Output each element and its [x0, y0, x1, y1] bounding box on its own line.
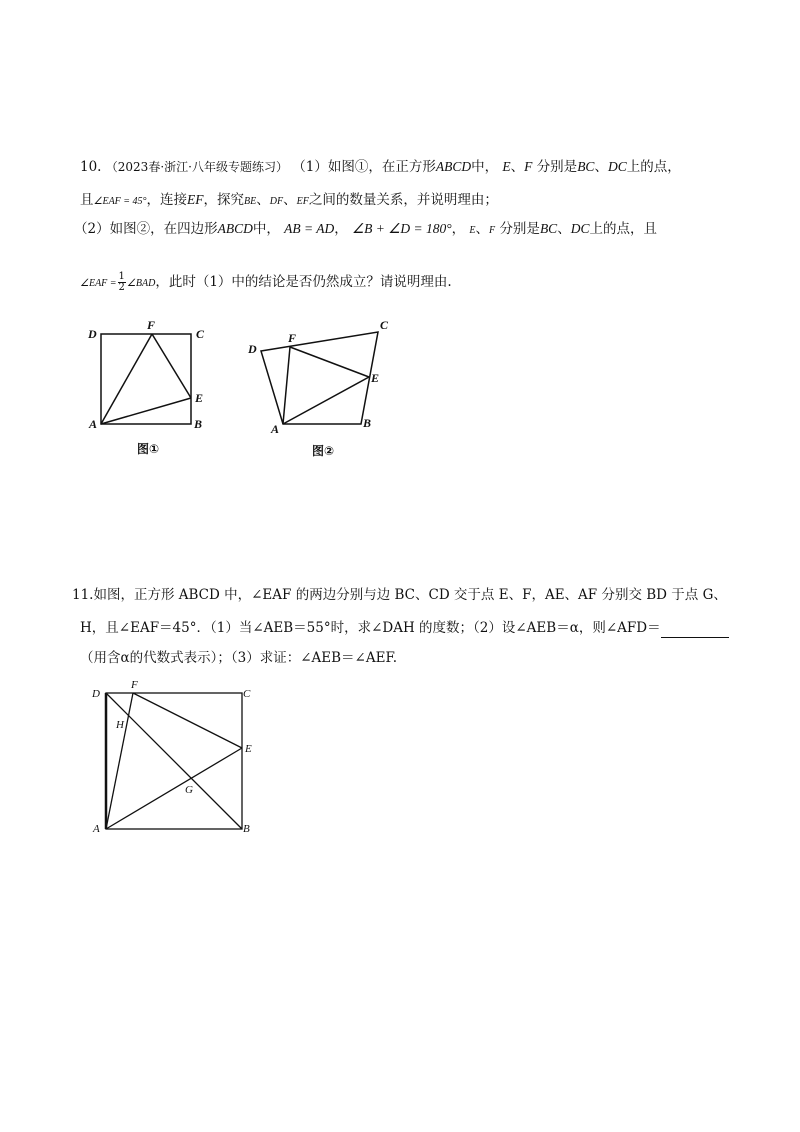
label-d: D [92, 688, 100, 700]
point-f: F [524, 159, 533, 174]
seg-dc: DC [607, 159, 627, 174]
segment-fe [290, 347, 369, 377]
segment-fe [152, 334, 191, 398]
angle-bad: ∠BAD [126, 278, 156, 289]
segment-ae [101, 398, 191, 424]
text-relation: 之间的数量关系，并说明理由； [308, 192, 498, 208]
label-b: B [243, 823, 250, 835]
sep: 、 [510, 159, 525, 175]
quadrilateral-abcd [261, 332, 378, 424]
text-qie: 且 [80, 192, 94, 208]
angle-eaf: ∠EAF = [80, 278, 117, 289]
part2-end: ，此时（1）中的结论是否仍然成立？请说明理由. [155, 274, 452, 290]
text-mid: 中， [471, 159, 499, 175]
label-c: C [243, 688, 251, 700]
figure-1 [80, 315, 220, 465]
text-on-points2: 上的点，且 [589, 221, 657, 237]
q11-line2 [80, 618, 729, 638]
seg-bc: BC [577, 159, 595, 174]
figure-3 [85, 680, 275, 845]
sep: 、 [557, 221, 571, 237]
label-f: F [131, 679, 138, 691]
seg-ef: EF [187, 192, 204, 207]
segment-af [283, 347, 290, 424]
q10-line4 [80, 272, 452, 294]
angle-condition: ∠EAF = 45° [93, 196, 147, 207]
sep: 、 [475, 221, 490, 237]
q10-line3 [74, 219, 657, 241]
label-a: A [271, 422, 280, 436]
seg-df: DF [269, 196, 284, 207]
label-e: E [195, 391, 204, 405]
label-e: E [371, 371, 380, 385]
seg-ef-2: EF [296, 196, 309, 207]
label-b: B [363, 416, 372, 430]
label-f: F [288, 331, 297, 345]
q10-line1 [80, 157, 681, 177]
seg-be: BE [244, 196, 257, 207]
label-a: A [93, 823, 100, 835]
segment-af [106, 693, 133, 829]
q10-line2 [80, 190, 498, 212]
answer-blank[interactable] [661, 623, 729, 638]
q11-line1: 11.如图，正方形 ABCD 中，∠EAF 的两边分别与边 BC、CD 交于点 E、F，AE、AF 分别交 BD 于点 G、 [72, 587, 727, 603]
seg-bc: BC [539, 221, 558, 236]
seg-dc: DC [570, 221, 590, 236]
frac-den: 2 [118, 282, 125, 293]
text-connect: ，连接 [146, 192, 188, 208]
label-c: C [380, 318, 389, 332]
fraction-half [118, 272, 126, 293]
equation-angles: ∠B + ∠D = 180° [352, 221, 452, 236]
segment-af [101, 334, 152, 424]
label-e: E [245, 743, 252, 755]
part1-prefix: （1）如图①，在正方形 [292, 159, 436, 175]
figure-2 [240, 315, 410, 465]
comma: ， [334, 221, 348, 237]
q11-line2-text: H，且∠EAF＝45°．（1）当∠AEB＝55°时，求∠DAH 的度数；（2）设∠AEB＝α，则∠AFD＝ [80, 620, 661, 636]
figure-1-caption: 图① [137, 442, 160, 456]
label-a: A [89, 417, 98, 431]
label-b: B [194, 417, 203, 431]
quad-name: ABCD [217, 221, 253, 236]
question-number: 10. [80, 159, 102, 175]
segment-ae [283, 377, 369, 424]
sep: 、 [283, 192, 297, 208]
sep: 、 [594, 159, 608, 175]
part2-prefix: （2）如图②，在四边形 [74, 221, 218, 237]
label-d: D [88, 327, 97, 341]
question-source: （2023春·浙江·八年级专题练习） [105, 160, 288, 174]
frac-num: 1 [118, 271, 125, 282]
label-g: G [185, 784, 193, 796]
label-f: F [147, 318, 156, 332]
text-mid2: 中， [252, 221, 280, 237]
point-f: F [489, 225, 496, 236]
text-on-points: 上的点， [626, 159, 681, 175]
figure-2-caption: 图② [312, 444, 335, 458]
label-d: D [248, 342, 257, 356]
text-fenbie: 分别是 [536, 159, 578, 175]
text-explore: ，探究 [203, 192, 245, 208]
sep: 、 [256, 192, 270, 208]
point-e: E [502, 159, 511, 174]
q11-line3: （用含α的代数式表示）；（3）求证：∠AEB＝∠AEF. [80, 650, 398, 666]
label-h: H [116, 719, 124, 731]
comma: ， [451, 221, 466, 237]
label-c: C [196, 327, 205, 341]
equation-ab-ad: AB = AD [284, 221, 335, 236]
segment-fe [133, 693, 242, 748]
point-e: E [469, 225, 476, 236]
square-name: ABCD [435, 159, 472, 174]
text-fenbie: 分别是 [499, 221, 540, 237]
